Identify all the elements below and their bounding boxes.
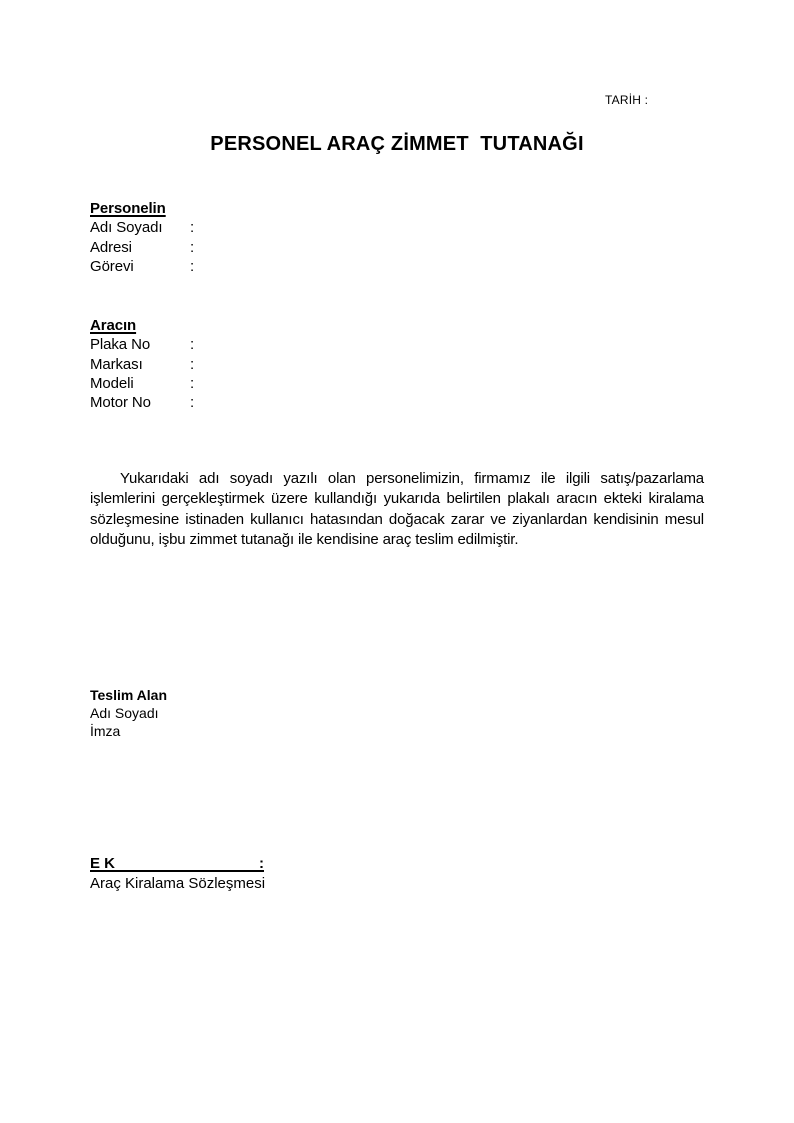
field-colon: :	[190, 374, 195, 392]
attachment-heading: E K	[90, 855, 116, 872]
personnel-section	[90, 199, 194, 276]
field-label: Görevi	[90, 257, 134, 275]
field-label: Adresi	[90, 238, 132, 256]
receiver-signature-label: İmza	[90, 723, 121, 739]
field-colon: :	[190, 219, 195, 237]
attachment-item: Araç Kiralama Sözleşmesi	[90, 875, 266, 892]
field-label: Modeli	[90, 374, 134, 392]
date-label: TARİH :	[605, 93, 649, 107]
field-row-adi-soyadi	[90, 218, 194, 237]
field-colon: :	[190, 238, 195, 256]
personnel-section-heading: Personelin	[90, 200, 166, 217]
field-colon: :	[190, 355, 195, 373]
field-label: Adı Soyadı	[90, 219, 163, 237]
field-colon: :	[190, 394, 195, 412]
attachment-colon: :	[259, 855, 264, 872]
attachment-heading-row	[90, 855, 264, 872]
receiver-name-label: Adı Soyadı	[90, 705, 159, 721]
field-row-adresi	[90, 238, 194, 257]
field-row-gorevi	[90, 257, 194, 276]
field-colon: :	[190, 257, 195, 275]
attachment-section	[90, 855, 265, 893]
field-row-modeli	[90, 374, 194, 393]
field-row-markasi	[90, 355, 194, 374]
document-title: PERSONEL ARAÇ ZİMMET TUTANAĞI	[210, 133, 584, 155]
field-row-plaka-no	[90, 335, 194, 354]
receiver-section	[90, 686, 167, 740]
field-label: Markası	[90, 355, 143, 373]
vehicle-section-heading: Aracın	[90, 317, 137, 334]
field-label: Motor No	[90, 394, 151, 412]
vehicle-section	[90, 316, 194, 412]
body-paragraph: Yukarıdaki adı soyadı yazılı olan personelimizin, firmamız ile ilgili satış/pazarlama işlemlerini gerçekleştirmek üzere kullandığı yukarıda belirtilen plakalı aracın ekteki kiralama sözleşmesine istinaden kullanıcı hatasından doğacak zarar ve ziyanlardan kendisinin mesul olduğunu, işbu zimmet tutanağı ile kendisine araç teslim edilmiştir.	[90, 470, 704, 548]
field-label: Plaka No	[90, 336, 151, 354]
field-row-motor-no	[90, 393, 194, 412]
field-colon: :	[190, 336, 195, 354]
receiver-heading: Teslim Alan	[90, 687, 168, 703]
